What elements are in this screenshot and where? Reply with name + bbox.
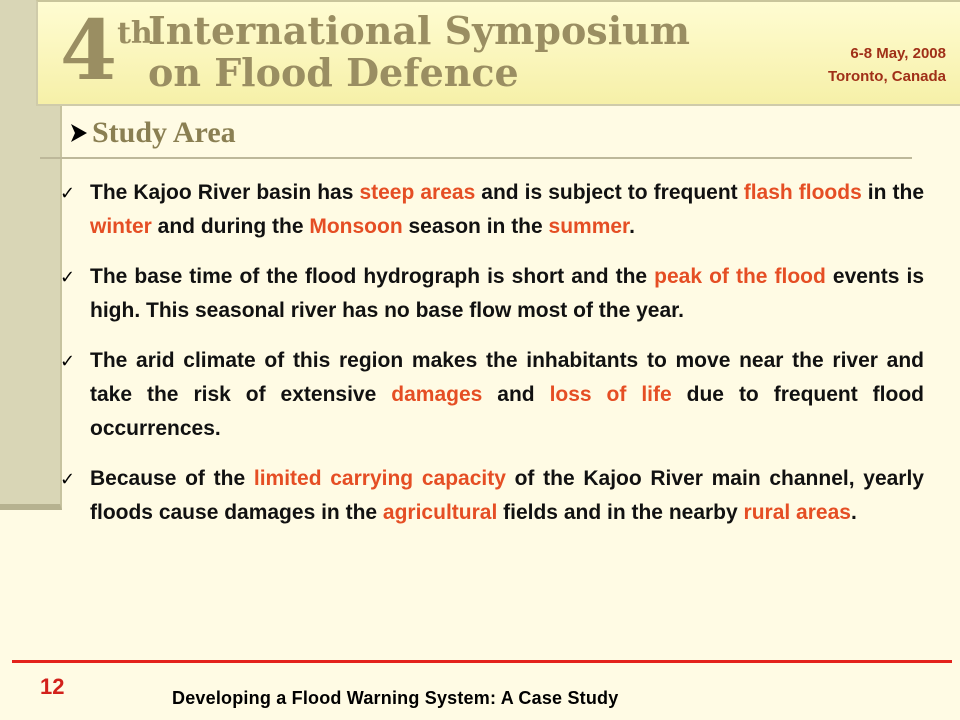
bullet-text-segment: season in the <box>402 215 549 238</box>
event-location: Toronto, Canada <box>827 68 946 85</box>
bullet-text <box>90 462 924 530</box>
bullet-text-segment: . <box>629 215 635 238</box>
logo-superscript: th <box>117 16 153 51</box>
page-number: 12 <box>40 674 65 699</box>
bullet-list <box>60 176 924 546</box>
highlighted-term: steep areas <box>359 181 476 204</box>
bullet-item <box>60 344 924 446</box>
highlighted-term: agricultural <box>382 501 498 524</box>
section-title <box>68 116 236 150</box>
bullet-text-segment: and <box>482 383 550 406</box>
bullet-text-segment: The arid climate of this region makes the inhabitants to move near the river and take the risk of extensive <box>90 349 924 406</box>
bullet-item <box>60 260 924 328</box>
highlighted-term: limited carrying capacity <box>253 467 506 490</box>
section-title-text: Study Area <box>92 116 236 149</box>
logo-line-1: International Symposium <box>148 8 690 53</box>
highlighted-term: loss of life <box>549 383 672 406</box>
bullet-text-segment: The base time of the flood hydrograph is short and the <box>90 265 655 288</box>
bullet-text <box>90 344 924 446</box>
bullet-text-segment: The Kajoo River basin has <box>90 181 360 204</box>
bullet-text-segment: Because of the <box>90 467 254 490</box>
bullet-text <box>90 176 924 244</box>
highlighted-term: damages <box>391 383 483 406</box>
checkmark-icon: ✓ <box>60 267 76 287</box>
checkmark-icon: ✓ <box>60 183 76 203</box>
event-info <box>828 42 946 88</box>
bullet-text-segment: . <box>850 501 857 524</box>
highlighted-term: rural areas <box>743 501 851 524</box>
title-divider <box>40 157 912 159</box>
symposium-logo <box>60 3 153 104</box>
bullet-text <box>90 260 924 328</box>
bullet-item <box>60 462 924 530</box>
bullet-text-segment: of the Kajoo River main channel, yearly floods cause damages in the <box>90 467 924 524</box>
bullet-text-segment: in the <box>861 181 924 204</box>
bullet-text-segment: and is subject to frequent <box>475 181 744 204</box>
logo-line-2: on Flood Defence <box>148 50 519 95</box>
highlighted-term: Monsoon <box>309 215 403 238</box>
arrow-right-icon <box>68 122 90 144</box>
event-date: 6-8 May, 2008 <box>850 45 946 62</box>
highlighted-term: flash floods <box>743 181 862 204</box>
bullet-item <box>60 176 924 244</box>
bullet-text-segment: events is high. This seasonal river has no base flow most of the year. <box>90 265 924 322</box>
bullet-text-segment: and during the <box>151 215 310 238</box>
bullet-text-segment: fields and in the nearby <box>497 501 744 524</box>
checkmark-icon: ✓ <box>60 351 76 371</box>
logo-number: 4 <box>60 3 116 99</box>
highlighted-term: summer <box>548 215 630 238</box>
checkmark-icon: ✓ <box>60 469 76 489</box>
bullet-text-segment: due to frequent flood occurrences. <box>90 383 924 440</box>
highlighted-term: peak of the flood <box>654 265 826 288</box>
footer-title: Developing a Flood Warning System: A Case Study <box>172 688 619 708</box>
footer-divider <box>12 660 952 663</box>
logo-title <box>148 10 690 94</box>
highlighted-term: winter <box>90 215 152 238</box>
